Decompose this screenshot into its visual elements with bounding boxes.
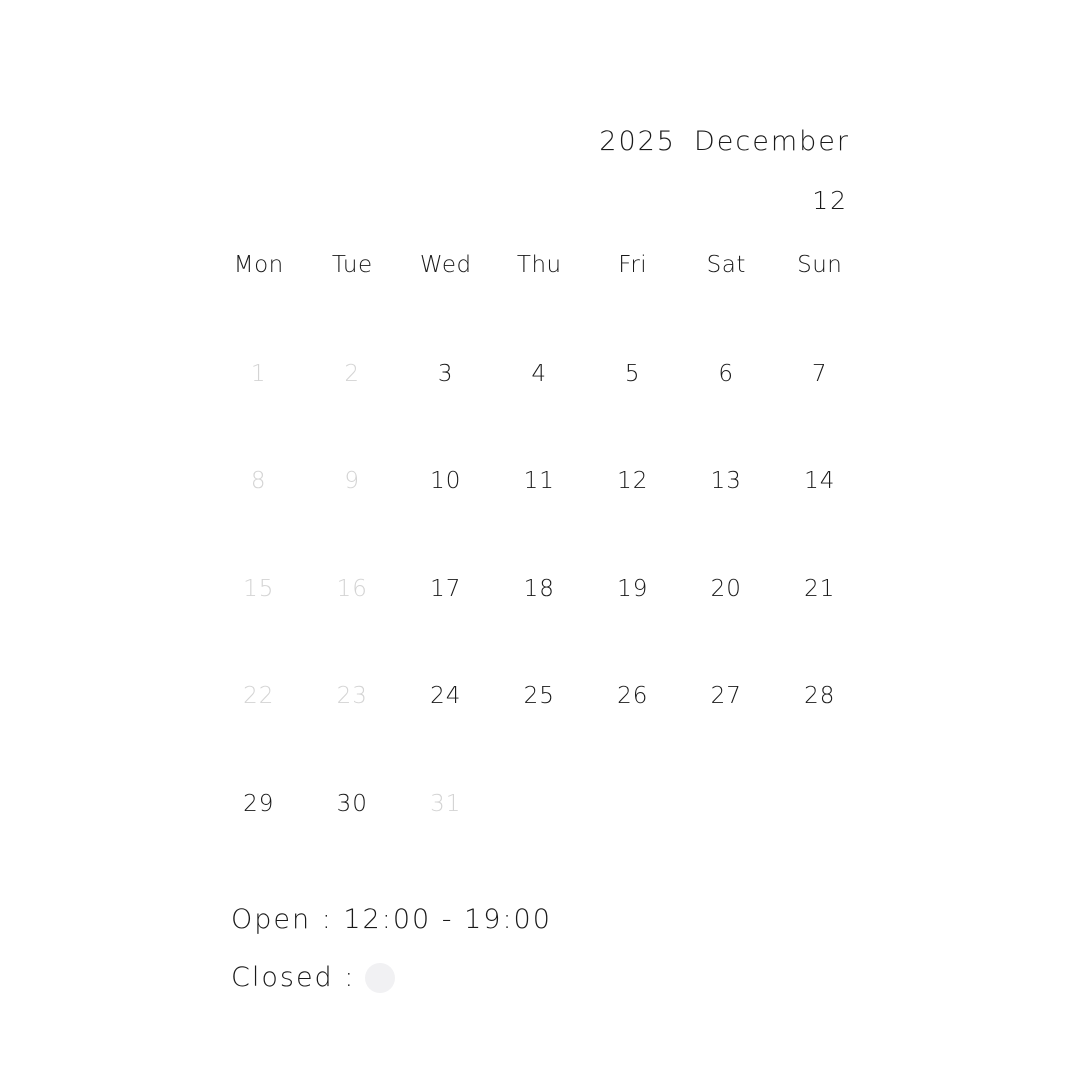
day-cell: 14: [804, 468, 836, 495]
day-cell: 19: [617, 575, 649, 602]
opening-hours: Open : 12:00 - 19:00: [231, 904, 552, 935]
day-cell-closed: 1: [250, 360, 267, 387]
day-cell-closed: 16: [336, 575, 368, 602]
calendar-title: [599, 126, 850, 157]
day-cell: 21: [804, 575, 836, 602]
day-cell: 12: [617, 468, 649, 495]
day-cell-closed: 8: [250, 468, 267, 495]
day-grid: [212, 320, 867, 858]
day-cell: 5: [624, 360, 641, 387]
year-label: 2025: [599, 126, 676, 157]
day-cell-closed: 22: [243, 683, 275, 710]
weekday-fri: Fri: [618, 252, 648, 278]
day-cell: 17: [430, 575, 462, 602]
day-cell-closed: 31: [430, 790, 462, 817]
day-cell: 7: [811, 360, 828, 387]
day-cell: 30: [336, 790, 368, 817]
day-cell: 20: [710, 575, 742, 602]
weekday-thu: Thu: [516, 252, 562, 278]
day-cell-closed: 15: [243, 575, 275, 602]
day-cell: 3: [437, 360, 454, 387]
day-cell: 29: [243, 790, 275, 817]
month-number-label: 12: [812, 186, 848, 215]
weekday-mon: Mon: [233, 252, 284, 278]
day-cell: 18: [523, 575, 555, 602]
day-cell: 26: [617, 683, 649, 710]
weekday-sun: Sun: [797, 252, 843, 278]
weekday-header-row: [212, 252, 867, 278]
day-cell: 13: [710, 468, 742, 495]
day-cell: 11: [523, 468, 555, 495]
day-cell: 4: [531, 360, 548, 387]
day-cell-closed: 9: [344, 468, 361, 495]
day-cell: 6: [718, 360, 735, 387]
day-cell-closed: 2: [344, 360, 361, 387]
closed-legend: [231, 962, 395, 993]
weekday-sat: Sat: [706, 252, 746, 278]
month-name-label: December: [693, 126, 850, 157]
day-cell: 24: [430, 683, 462, 710]
day-cell: 10: [430, 468, 462, 495]
day-cell: 25: [523, 683, 555, 710]
closed-swatch-icon: [365, 963, 395, 993]
day-cell: 28: [804, 683, 836, 710]
weekday-wed: Wed: [419, 252, 472, 278]
weekday-tue: Tue: [331, 252, 373, 278]
day-cell-closed: 23: [336, 683, 368, 710]
closed-legend-label: Closed :: [231, 962, 356, 993]
day-cell: 27: [710, 683, 742, 710]
